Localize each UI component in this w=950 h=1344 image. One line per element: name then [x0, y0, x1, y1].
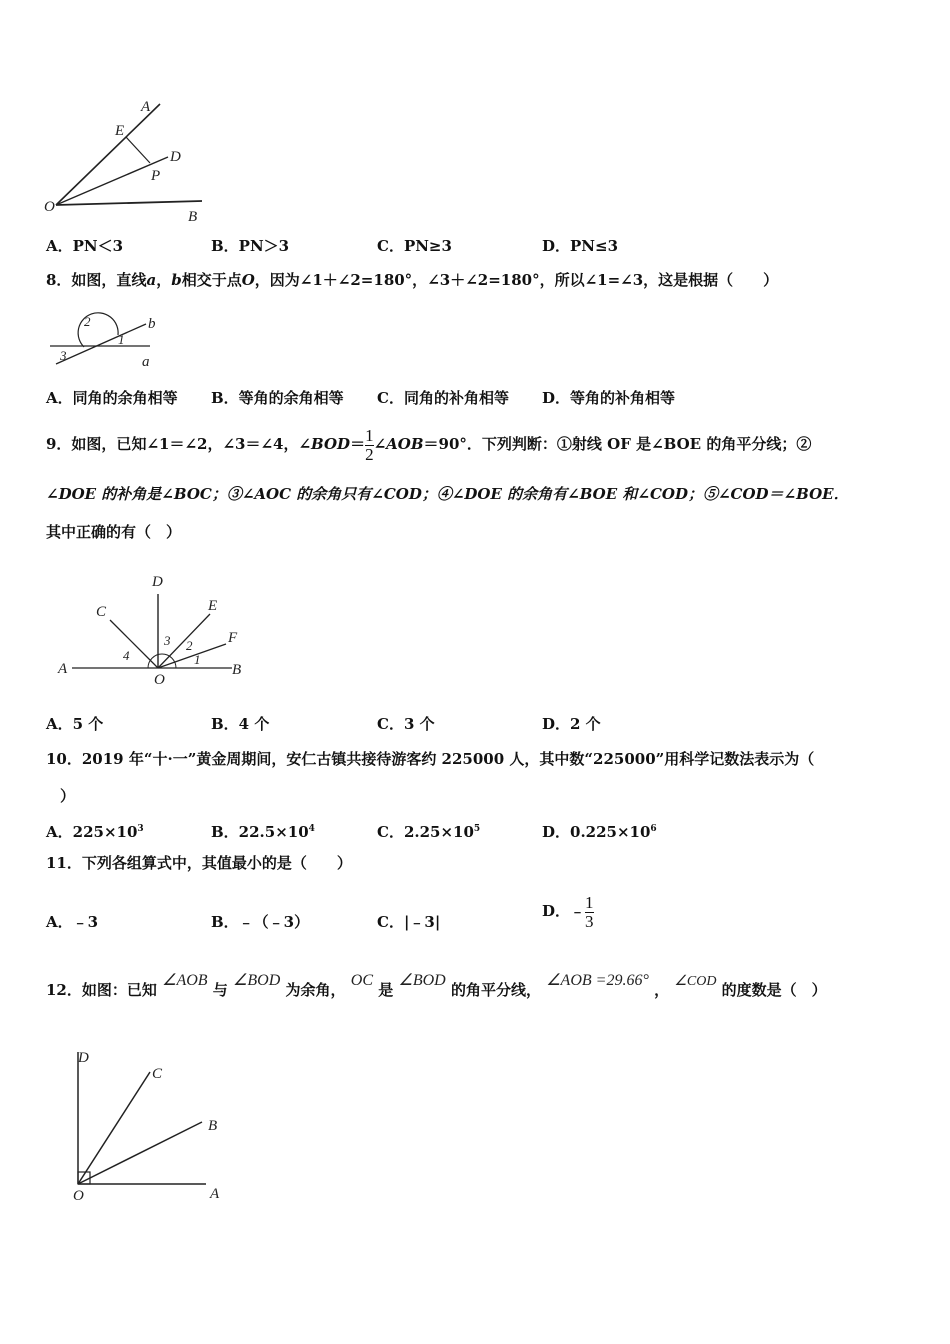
q9-judgements: ＝90°．下列判断：①射线 OF 是∠BOE 的角平分线；②	[423, 435, 812, 453]
q12-text-2: 与	[212, 981, 228, 999]
q8-point-o: O	[241, 271, 255, 289]
label-a: A	[141, 99, 151, 115]
q9-stem-line3: 其中正确的有（ ）	[46, 523, 182, 541]
q10-option-c-exp: 5	[473, 824, 481, 834]
label-d: D	[170, 149, 181, 165]
label-o: O	[73, 1188, 84, 1204]
q8-var-a: a	[146, 271, 157, 289]
q10-option-b[interactable]	[211, 819, 315, 842]
q9-stem-line2: ∠DOE 的补角是∠BOC；③∠AOC 的余角只有∠COD；④∠DOE 的余角有∠BOE 和∠COD；⑤∠COD＝∠BOE．	[46, 485, 849, 503]
q10-stem-line1: 10．2019 年“十·一”黄金周期间，安仁古镇共接待游客约 225000 人，其中数“225000”用科学记数法表示为（	[46, 750, 815, 768]
q12-angle-bod: ∠BOD	[233, 972, 281, 989]
q7-option-c[interactable]: C．PN≥3	[377, 237, 452, 255]
q10-option-c[interactable]	[377, 819, 480, 842]
label-b: B	[188, 209, 198, 225]
q9-option-c[interactable]: C．3 个	[377, 715, 435, 733]
q8-stem-part3: ，因为∠1＋∠2=180°，∠3＋∠2=180°，所以∠1=∠3，这是根据（ ）	[254, 271, 779, 289]
q8-stem-part2: 相交于点	[181, 271, 242, 289]
q9-option-a[interactable]: A．5 个	[46, 715, 104, 733]
q8-option-a[interactable]: A．同角的余角相等	[46, 389, 178, 407]
q11-option-b[interactable]: B．﹣（﹣3）	[211, 913, 310, 931]
label-1: 1	[194, 652, 201, 667]
q9-frac-den: 2	[365, 444, 374, 464]
q10-option-d-exp: 6	[650, 824, 657, 834]
label-p: P	[151, 168, 161, 184]
q11-option-d-text: D．﹣	[542, 902, 586, 920]
ray-ob	[78, 1122, 202, 1184]
q12-text-1: 12．如图：已知	[46, 981, 157, 999]
label-a: A	[58, 661, 68, 677]
segment-pe	[126, 137, 150, 163]
q12-angle-aob: ∠AOB	[162, 972, 208, 989]
q10-option-b-exp: 4	[308, 824, 315, 834]
q11-stem: 11．下列各组算式中，其值最小的是（ ）	[46, 854, 352, 872]
label-c: C	[152, 1066, 163, 1082]
q10-option-d-text: D．0.225×10	[542, 823, 651, 841]
q10-option-a-text: A．225×10	[46, 823, 138, 841]
q10-option-d[interactable]	[542, 819, 657, 842]
q9-fraction	[365, 427, 374, 464]
q10-option-c-text: C．2.25×10	[377, 823, 474, 841]
label-a: a	[142, 354, 150, 370]
ray-oa	[56, 104, 160, 205]
q11-option-c[interactable]: C．|﹣3|	[377, 913, 441, 931]
label-d: D	[152, 574, 163, 590]
q8-option-c[interactable]: C．同角的补角相等	[377, 389, 509, 407]
q7-option-d[interactable]: D．PN≤3	[542, 237, 619, 255]
q8-figure	[44, 308, 174, 372]
q11-frac-den: 3	[585, 911, 594, 931]
label-a: A	[210, 1186, 220, 1202]
line-b	[56, 324, 146, 364]
q11-option-a[interactable]: A．﹣3	[46, 913, 99, 931]
label-2: 2	[186, 638, 193, 653]
q12-stem	[46, 970, 827, 1012]
q12-angle-aob-value: ∠AOB =29.66°	[546, 972, 649, 989]
q9-given: 9．如图，已知∠1＝∠2，∠3＝∠4，	[46, 435, 299, 453]
q9-angle-bod: ∠BOD	[298, 435, 351, 453]
q12-text-5: 的角平分线，	[450, 981, 541, 999]
q10-option-b-text: B．22.5×10	[211, 823, 309, 841]
q8-comma: ，	[156, 271, 172, 289]
q7-figure	[38, 95, 218, 230]
q9-option-b[interactable]: B．4 个	[211, 715, 270, 733]
ray-ob	[56, 201, 202, 205]
label-o: O	[154, 672, 165, 688]
ray-oc	[78, 1072, 150, 1184]
q12-ray-oc: OC	[350, 972, 373, 989]
q12-figure	[62, 1042, 242, 1207]
label-b: B	[232, 662, 242, 678]
q9-figure	[52, 570, 277, 690]
q10-option-a[interactable]	[46, 819, 144, 842]
q12-angle-bod-2: ∠BOD	[398, 972, 446, 989]
q9-stem-line1	[46, 422, 811, 466]
q9-frac-num: 1	[365, 425, 374, 445]
q11-frac-num: 1	[585, 892, 594, 912]
q10-stem-line2: ）	[60, 787, 76, 805]
label-b: B	[208, 1118, 218, 1134]
label-e: E	[115, 123, 125, 139]
q7-option-a[interactable]: A．PN＜3	[46, 237, 124, 255]
ray-oc	[110, 620, 158, 668]
q10-option-a-exp: 3	[137, 824, 144, 834]
label-4: 4	[123, 648, 130, 663]
q9-angle-aob: ∠AOB	[373, 435, 424, 453]
label-e: E	[208, 598, 218, 614]
q7-option-b[interactable]: B．PN＞3	[211, 237, 290, 255]
q12-angle-cod: ∠COD	[674, 974, 717, 989]
label-2: 2	[84, 314, 91, 329]
q12-text-3: 为余角，	[285, 981, 346, 999]
label-o: O	[44, 199, 55, 215]
q8-stem-part1: 8．如图，直线	[46, 271, 147, 289]
q8-stem	[46, 270, 778, 290]
q8-option-d[interactable]: D．等角的补角相等	[542, 389, 676, 407]
label-c: C	[96, 604, 107, 620]
label-3: 3	[60, 348, 67, 363]
q12-text-6: ，	[654, 981, 670, 999]
label-b: b	[148, 316, 156, 332]
label-3: 3	[164, 633, 171, 648]
q11-option-d[interactable]	[542, 891, 594, 931]
q9-equals: ＝	[350, 435, 366, 453]
label-d: D	[78, 1050, 89, 1066]
label-f: F	[228, 630, 238, 646]
q12-text-7: 的度数是（ ）	[721, 981, 827, 999]
q8-option-b[interactable]: B．等角的余角相等	[211, 389, 344, 407]
q9-option-d[interactable]: D．2 个	[542, 715, 601, 733]
q11-option-d-fraction	[585, 894, 594, 931]
label-1: 1	[118, 332, 125, 347]
q12-text-4: 是	[378, 981, 394, 999]
q8-var-b: b	[171, 271, 182, 289]
